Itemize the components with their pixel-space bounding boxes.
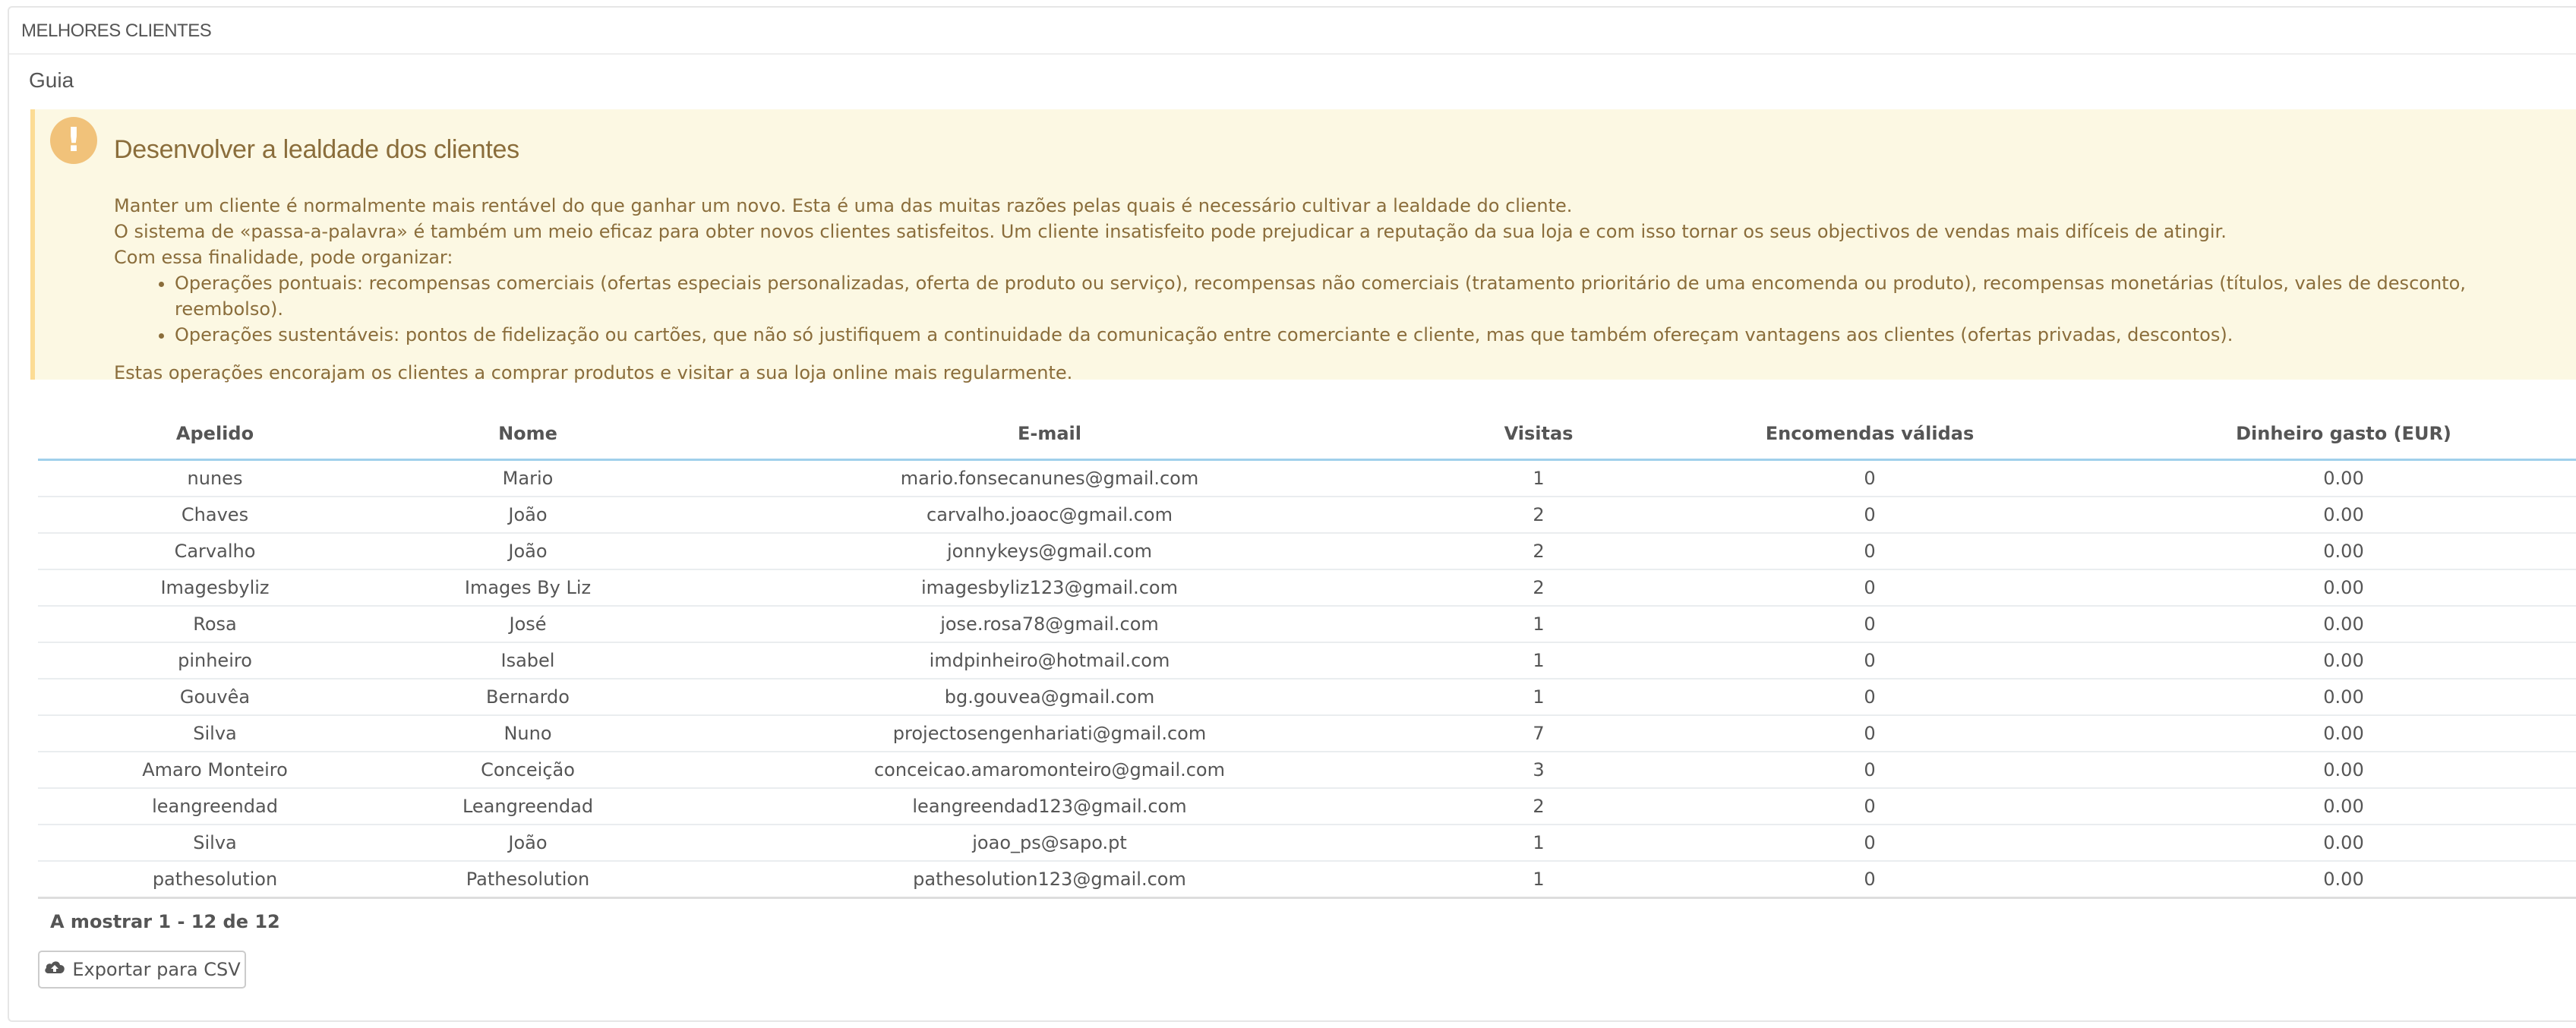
cell-valid-orders: 0	[1642, 861, 2098, 898]
cell-last-name: Silva	[38, 715, 392, 752]
alert-heading: Desenvolver a lealdade dos clientes	[114, 135, 519, 164]
cell-valid-orders: 0	[1642, 497, 2098, 533]
cell-email: projectosengenhariati@gmail.com	[664, 715, 1435, 752]
cell-visits: 2	[1435, 533, 1642, 569]
alert-body	[114, 193, 2544, 386]
cell-visits: 1	[1435, 861, 1642, 898]
cell-last-name: Amaro Monteiro	[38, 752, 392, 788]
alert-bullet: • Operações pontuais: recompensas comerciais (ofertas especiais personalizadas, oferta de produto ou serviço), recompensas não comerciais (tratamento prioritário de uma encomenda ou produto), recompensas monetárias (títulos, vales de desconto, reembolso).	[175, 270, 2544, 322]
cell-valid-orders: 0	[1642, 752, 2098, 788]
alert-list	[114, 270, 2544, 348]
cell-money-spent: 0.00	[2098, 460, 2576, 497]
cell-email: joao_ps@sapo.pt	[664, 825, 1435, 861]
cell-last-name: Chaves	[38, 497, 392, 533]
alert-closing: Estas operações encorajam os clientes a comprar produtos e visitar a sua loja online mais regularmente.	[114, 362, 1073, 383]
cell-visits: 1	[1435, 642, 1642, 679]
column-header-last-name[interactable]: Apelido	[38, 408, 392, 460]
table-row[interactable]	[38, 788, 2576, 825]
cell-email: conceicao.amaromonteiro@gmail.com	[664, 752, 1435, 788]
cell-money-spent: 0.00	[2098, 569, 2576, 606]
cell-email: jose.rosa78@gmail.com	[664, 606, 1435, 642]
cell-visits: 1	[1435, 679, 1642, 715]
cell-first-name: José	[392, 606, 664, 642]
alert-bullet: • Operações sustentáveis: pontos de fidelização ou cartões, que não só justifiquem a continuidade da comunicação entre comerciante e cliente, mas que também ofereçam vantagens aos clientes (ofertas privadas, descontos).	[175, 322, 2544, 348]
cell-visits: 1	[1435, 606, 1642, 642]
customers-table	[38, 408, 2576, 899]
cell-money-spent: 0.00	[2098, 497, 2576, 533]
cell-visits: 2	[1435, 788, 1642, 825]
table-row[interactable]	[38, 533, 2576, 569]
export-csv-button[interactable]	[38, 951, 246, 989]
cell-email: leangreendad123@gmail.com	[664, 788, 1435, 825]
cell-email: jonnykeys@gmail.com	[664, 533, 1435, 569]
cell-money-spent: 0.00	[2098, 642, 2576, 679]
table-row[interactable]	[38, 752, 2576, 788]
cell-first-name: João	[392, 533, 664, 569]
cell-money-spent: 0.00	[2098, 679, 2576, 715]
cell-first-name: Mario	[392, 460, 664, 497]
cell-last-name: pinheiro	[38, 642, 392, 679]
cell-last-name: Gouvêa	[38, 679, 392, 715]
cell-last-name: leangreendad	[38, 788, 392, 825]
cell-visits: 3	[1435, 752, 1642, 788]
column-header-visits[interactable]: Visitas	[1435, 408, 1642, 460]
cell-money-spent: 0.00	[2098, 825, 2576, 861]
cell-first-name: Isabel	[392, 642, 664, 679]
cell-valid-orders: 0	[1642, 606, 2098, 642]
cell-email: carvalho.joaoc@gmail.com	[664, 497, 1435, 533]
cell-valid-orders: 0	[1642, 715, 2098, 752]
cell-email: imdpinheiro@hotmail.com	[664, 642, 1435, 679]
table-header-row	[38, 408, 2576, 460]
cell-last-name: Rosa	[38, 606, 392, 642]
guide-title: Guia	[29, 68, 74, 92]
cell-first-name: Pathesolution	[392, 861, 664, 898]
column-header-money-spent[interactable]: Dinheiro gasto (EUR)	[2098, 408, 2576, 460]
cell-email: pathesolution123@gmail.com	[664, 861, 1435, 898]
table-row[interactable]	[38, 642, 2576, 679]
table-row[interactable]	[38, 825, 2576, 861]
cell-visits: 7	[1435, 715, 1642, 752]
cell-money-spent: 0.00	[2098, 715, 2576, 752]
pagination-info: A mostrar 1 - 12 de 12	[50, 911, 280, 932]
cell-visits: 2	[1435, 569, 1642, 606]
table-body	[38, 460, 2576, 898]
cell-valid-orders: 0	[1642, 569, 2098, 606]
cell-money-spent: 0.00	[2098, 861, 2576, 898]
cell-visits: 2	[1435, 497, 1642, 533]
cell-visits: 1	[1435, 825, 1642, 861]
table-row[interactable]	[38, 497, 2576, 533]
cell-last-name: Carvalho	[38, 533, 392, 569]
cell-first-name: Leangreendad	[392, 788, 664, 825]
cell-money-spent: 0.00	[2098, 788, 2576, 825]
cell-valid-orders: 0	[1642, 533, 2098, 569]
cell-last-name: Silva	[38, 825, 392, 861]
cell-first-name: João	[392, 825, 664, 861]
cell-valid-orders: 0	[1642, 679, 2098, 715]
cell-valid-orders: 0	[1642, 825, 2098, 861]
panel-title: MELHORES CLIENTES	[9, 8, 2576, 55]
column-header-valid-orders[interactable]: Encomendas válidas	[1642, 408, 2098, 460]
cell-email: bg.gouvea@gmail.com	[664, 679, 1435, 715]
table-row[interactable]	[38, 861, 2576, 898]
cell-last-name: Imagesbyliz	[38, 569, 392, 606]
cell-first-name: Bernardo	[392, 679, 664, 715]
alert-paragraph: Com essa finalidade, pode organizar:	[114, 247, 453, 268]
cell-money-spent: 0.00	[2098, 752, 2576, 788]
cell-valid-orders: 0	[1642, 642, 2098, 679]
cell-first-name: Conceição	[392, 752, 664, 788]
cloud-upload-icon	[43, 958, 66, 981]
cell-valid-orders: 0	[1642, 460, 2098, 497]
cell-email: mario.fonsecanunes@gmail.com	[664, 460, 1435, 497]
alert-paragraph: O sistema de «passa-a-palavra» é também um meio eficaz para obter novos clientes satisfeitos. Um cliente insatisfeito pode prejudicar a reputação da sua loja e com isso tornar os seus objectivos de vendas mais difíceis de atingir.	[114, 221, 2227, 242]
table-row[interactable]	[38, 679, 2576, 715]
cell-first-name: Nuno	[392, 715, 664, 752]
table-row[interactable]	[38, 460, 2576, 497]
column-header-email[interactable]: E-mail	[664, 408, 1435, 460]
cell-money-spent: 0.00	[2098, 606, 2576, 642]
cell-visits: 1	[1435, 460, 1642, 497]
cell-last-name: nunes	[38, 460, 392, 497]
cell-first-name: Images By Liz	[392, 569, 664, 606]
cell-first-name: João	[392, 497, 664, 533]
cell-valid-orders: 0	[1642, 788, 2098, 825]
loyalty-alert	[30, 109, 2576, 383]
export-csv-label: Exportar para CSV	[72, 959, 241, 980]
exclamation-icon: !	[50, 117, 97, 164]
cell-money-spent: 0.00	[2098, 533, 2576, 569]
table-row[interactable]	[38, 606, 2576, 642]
cell-email: imagesbyliz123@gmail.com	[664, 569, 1435, 606]
table-row[interactable]	[38, 715, 2576, 752]
table-row[interactable]	[38, 569, 2576, 606]
column-header-first-name[interactable]: Nome	[392, 408, 664, 460]
cell-last-name: pathesolution	[38, 861, 392, 898]
alert-paragraph: Manter um cliente é normalmente mais rentável do que ganhar um novo. Esta é uma das muitas razões pelas quais é necessário cultivar a lealdade do cliente.	[114, 195, 1573, 216]
